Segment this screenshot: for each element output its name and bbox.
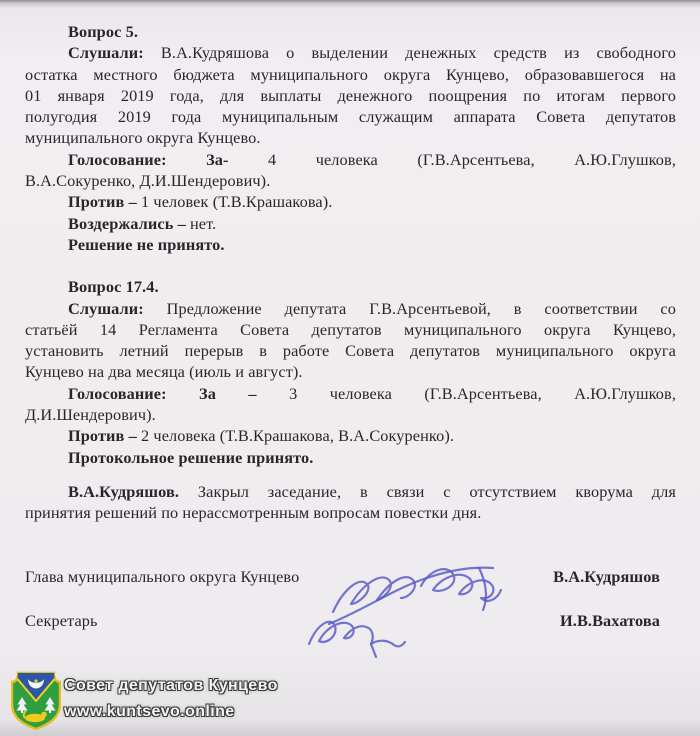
text-segment: Решение не принято. bbox=[68, 234, 225, 254]
question-17-4 bbox=[25, 276, 676, 468]
doc-line bbox=[25, 21, 676, 42]
text-segment: Закрыл заседание, в связи с отсутствием кворума для bbox=[179, 481, 676, 501]
doc-line bbox=[25, 42, 676, 63]
signoff-name-head: В.А.Кудряшов bbox=[553, 566, 660, 586]
kuntsevo-coat-of-arms bbox=[11, 671, 61, 731]
text-segment: Против – bbox=[68, 426, 137, 446]
text-segment: Протокольное решение принято. bbox=[68, 447, 314, 467]
signoff-role-head: Глава муниципального округа Кунцево bbox=[25, 566, 300, 586]
doc-line bbox=[25, 502, 676, 523]
doc-line bbox=[25, 298, 676, 319]
text-segment: Голосование: За – bbox=[68, 383, 257, 403]
horn-knot bbox=[34, 679, 37, 682]
text-segment: Кунцево на два месяца (июль и август). bbox=[25, 362, 303, 382]
text-segment: В.А.Сокуренко, Д.И.Шендерович). bbox=[25, 171, 271, 191]
text-segment: Слушали: bbox=[68, 298, 144, 318]
text-segment: 2 человека (Т.В.Крашакова, В.А.Сокуренко). bbox=[136, 426, 455, 446]
doc-line bbox=[25, 127, 676, 148]
doc-line bbox=[25, 170, 676, 191]
text-segment: Против – bbox=[68, 192, 137, 212]
text-segment: 01 января 2019 года, для выплаты денежного поощрения по итогам первого bbox=[25, 85, 676, 105]
text-segment: муниципального округа Кунцево. bbox=[25, 128, 261, 148]
text-segment: установить летний перерыв в работе Совета депутатов муниципального округа bbox=[25, 341, 676, 361]
text-segment: полугодия 2019 года муниципальным служащим аппарата Совета депутатов bbox=[25, 107, 676, 127]
doc-line bbox=[25, 319, 676, 340]
text-segment: Вопрос 17.4. bbox=[68, 277, 159, 297]
text-segment: Слушали: bbox=[68, 43, 144, 63]
signoff-name-secretary: И.В.Вахатова bbox=[560, 610, 660, 630]
text-segment: 4 человека (Г.В.Арсентьева, А.Ю.Глушков, bbox=[228, 149, 676, 169]
text-segment: остатка местного бюджета муниципального округа Кунцево, образовавшегося на bbox=[25, 64, 676, 84]
doc-line bbox=[25, 191, 676, 212]
text-segment: Воздержались – bbox=[68, 213, 186, 233]
signoff-row-secretary bbox=[25, 610, 676, 631]
doc-line bbox=[25, 447, 676, 468]
doc-line bbox=[25, 276, 676, 297]
text-segment: 1 человек (Т.В.Крашакова). bbox=[136, 192, 333, 212]
footer-site-url[interactable]: www.kuntsevo.online bbox=[64, 703, 235, 720]
signoff-role-secretary: Секретарь bbox=[25, 610, 98, 630]
doc-line bbox=[25, 383, 676, 404]
question-5 bbox=[25, 21, 676, 255]
doc-line bbox=[25, 481, 676, 502]
doc-line bbox=[25, 404, 676, 425]
text-segment: 3 человека (Г.В.Арсентьева, А.Ю.Глушков, bbox=[256, 383, 677, 403]
text-segment: статьёй 14 Регламента Совета депутатов муниципального округа Кунцево, bbox=[25, 319, 676, 339]
doc-line bbox=[25, 149, 676, 170]
doc-line bbox=[25, 64, 676, 85]
doc-line bbox=[25, 85, 676, 106]
footer-org-name: Совет депутатов Кунцево bbox=[64, 677, 278, 694]
footer-banner bbox=[64, 676, 278, 721]
doc-line bbox=[25, 340, 676, 361]
document-body bbox=[25, 21, 676, 631]
text-segment: В.А.Кудряшова о выделении денежных средств из свободного bbox=[143, 43, 676, 63]
doc-line bbox=[25, 213, 676, 234]
doc-line bbox=[25, 425, 676, 446]
text-segment: нет. bbox=[185, 213, 217, 233]
text-segment: Д.И.Шендерович). bbox=[25, 405, 156, 425]
signoff-block bbox=[25, 566, 676, 632]
closing-statement bbox=[25, 481, 676, 524]
text-segment: Голосование: За- bbox=[68, 149, 229, 169]
doc-line bbox=[25, 106, 676, 127]
text-segment: Вопрос 5. bbox=[68, 22, 138, 41]
doc-line bbox=[25, 361, 676, 382]
doc-line bbox=[25, 234, 676, 255]
text-segment: Предложение депутата Г.В.Арсентьевой, в соответствии со bbox=[143, 298, 676, 318]
text-segment: В.А.Кудряшов. bbox=[68, 481, 180, 501]
text-segment: принятия решений по нерассмотренным вопросам повестки дня. bbox=[25, 503, 482, 523]
signoff-row-head bbox=[25, 566, 676, 587]
